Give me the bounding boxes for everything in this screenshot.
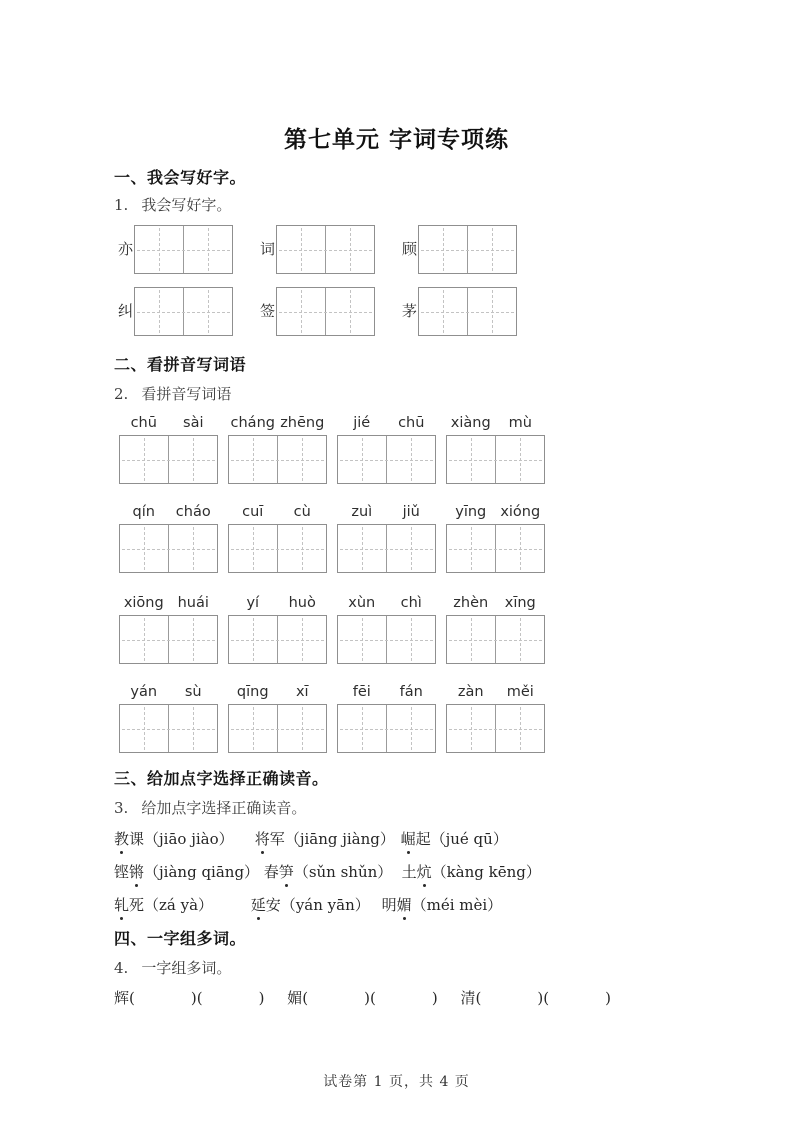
- pinyin-options: （jiāo jiào）: [144, 830, 234, 848]
- writing-grid: [228, 435, 327, 484]
- grid-cell: [338, 616, 386, 663]
- character-trace-group: [402, 225, 517, 274]
- pinyin-word-group: [337, 684, 436, 753]
- grid-cell: [277, 616, 326, 663]
- pinyin-syllable: xī: [295, 684, 309, 700]
- pinyin-word-group: [337, 595, 436, 664]
- paren: (: [302, 989, 309, 1007]
- pronunciation-item: [114, 894, 246, 915]
- grid-cell: [168, 525, 217, 572]
- base-character: 媚: [287, 989, 303, 1007]
- grid-cell: [183, 288, 232, 335]
- item-2-number: 2.: [114, 385, 129, 403]
- paren: ): [431, 989, 438, 1007]
- pinyin-row-3: [119, 595, 545, 664]
- writing-grid: [337, 435, 436, 484]
- pinyin-options: （jué qū）: [430, 830, 508, 848]
- paren: )(: [364, 989, 376, 1007]
- writing-grid: [228, 524, 327, 573]
- pinyin-syllable: cuī: [242, 504, 264, 520]
- word-part: 死: [129, 896, 145, 914]
- pinyin-options: （méi mèi）: [411, 896, 503, 914]
- pinyin-word-group: [119, 684, 218, 753]
- dotted-character: 轧: [114, 896, 130, 914]
- pinyin-syllable: xióng: [500, 504, 541, 520]
- pronunciation-item: [114, 861, 259, 882]
- grid-cell: [120, 616, 168, 663]
- word-part: 起: [415, 830, 431, 848]
- grid-cell: [386, 525, 435, 572]
- grid-cell: [277, 288, 325, 335]
- pronunciation-line-1: [114, 828, 508, 849]
- pronunciation-line-2: [114, 861, 541, 882]
- pinyin-syllable: xiōng: [123, 595, 164, 611]
- writing-grid: [276, 287, 375, 336]
- grid-cell: [229, 525, 277, 572]
- pinyin-options: （yán yān）: [280, 896, 370, 914]
- grid-cell: [386, 616, 435, 663]
- item-3-number: 3.: [114, 799, 129, 817]
- pronunciation-item: [401, 828, 508, 849]
- pinyin-row-4: [119, 684, 545, 753]
- pinyin-syllable: huái: [177, 595, 209, 611]
- model-character: 茅: [402, 302, 418, 320]
- paren: (: [475, 989, 482, 1007]
- grid-cell: [338, 525, 386, 572]
- dotted-character: 媚: [396, 896, 412, 914]
- writing-grid-row-1: [118, 225, 517, 274]
- word-part: 军: [269, 830, 285, 848]
- grid-cell: [495, 705, 544, 752]
- pinyin-syllable: mù: [508, 415, 532, 431]
- pinyin-syllable: zhēng: [280, 415, 325, 431]
- pinyin-syllable: huò: [288, 595, 316, 611]
- writing-grid: [119, 704, 218, 753]
- base-character: 清: [460, 989, 476, 1007]
- item-2-line: [114, 383, 231, 404]
- writing-grid: [276, 225, 375, 274]
- writing-grid: [228, 615, 327, 664]
- grid-cell: [277, 705, 326, 752]
- paren: )(: [537, 989, 550, 1007]
- grid-cell: [338, 705, 386, 752]
- character-trace-group: [118, 287, 233, 336]
- page-footer: 试卷第 1 页，共 4 页: [323, 1074, 470, 1090]
- model-character: 纠: [118, 302, 134, 320]
- grid-cell: [447, 616, 495, 663]
- writing-grid: [119, 615, 218, 664]
- writing-grid: [228, 704, 327, 753]
- dotted-character: 教: [114, 830, 130, 848]
- pinyin-syllable: cháo: [175, 504, 211, 520]
- pronunciation-item: [255, 828, 396, 849]
- grid-cell: [229, 705, 277, 752]
- grid-cell: [277, 436, 326, 483]
- grid-cell: [120, 436, 168, 483]
- dotted-character: 锵: [129, 863, 145, 881]
- pronunciation-item: [264, 861, 397, 882]
- grid-cell: [135, 288, 183, 335]
- pinyin-syllable: qīng: [236, 684, 269, 700]
- paren: )(: [190, 989, 203, 1007]
- grid-cell: [277, 525, 326, 572]
- writing-grid: [446, 524, 545, 573]
- pinyin-syllable: cháng: [230, 415, 275, 431]
- grid-cell: [325, 288, 374, 335]
- pronunciation-line-3: [114, 894, 502, 915]
- grid-cell: [467, 288, 516, 335]
- pinyin-syllable: jié: [353, 415, 371, 431]
- pinyin-syllable: xīng: [504, 595, 536, 611]
- grid-cell: [419, 288, 467, 335]
- item-1-text: 我会写好字。: [141, 196, 232, 214]
- pinyin-syllable: fán: [399, 684, 423, 700]
- section-1-heading: 一、我会写好字。: [114, 168, 247, 187]
- grid-cell: [168, 436, 217, 483]
- pinyin-syllable: zàn: [457, 684, 484, 700]
- pronunciation-item: [251, 894, 377, 915]
- dotted-character: 将: [254, 830, 270, 848]
- pinyin-word-group: [228, 415, 327, 484]
- pinyin-word-group: [228, 504, 327, 573]
- pinyin-syllable: chū: [130, 415, 157, 431]
- writing-grid: [446, 435, 545, 484]
- dotted-character: 延: [250, 896, 266, 914]
- word-part: 明: [381, 896, 397, 914]
- grid-cell: [495, 616, 544, 663]
- grid-cell: [229, 616, 277, 663]
- word-part: 土: [401, 863, 417, 881]
- grid-cell: [183, 226, 232, 273]
- pinyin-row-2: [119, 504, 545, 573]
- word-part: 铿: [114, 863, 130, 881]
- paren: ): [258, 989, 265, 1007]
- writing-grid: [446, 704, 545, 753]
- writing-grid: [446, 615, 545, 664]
- writing-grid: [337, 704, 436, 753]
- grid-cell: [386, 705, 435, 752]
- word-part: 春: [263, 863, 279, 881]
- writing-grid: [337, 524, 436, 573]
- grid-cell: [386, 436, 435, 483]
- item-2-text: 看拼音写词语: [141, 385, 232, 403]
- word-building-group: [114, 987, 264, 1008]
- pinyin-options: （jiāng jiàng）: [284, 830, 395, 848]
- pinyin-word-group: [119, 595, 218, 664]
- writing-grid: [337, 615, 436, 664]
- item-4-text: 一字组多词。: [141, 959, 232, 977]
- model-character: 词: [260, 240, 276, 258]
- pronunciation-item: [382, 894, 503, 915]
- pinyin-syllable: zhèn: [453, 595, 489, 611]
- pinyin-word-group: [228, 684, 327, 753]
- grid-cell: [325, 226, 374, 273]
- pinyin-syllable: sài: [183, 415, 204, 431]
- dotted-character: 炕: [416, 863, 432, 881]
- pinyin-word-group: [446, 504, 545, 573]
- section-2-heading: 二、看拼音写词语: [114, 355, 247, 374]
- model-character: 签: [260, 302, 276, 320]
- pinyin-word-group: [446, 595, 545, 664]
- section-3-heading: 三、给加点字选择正确读音。: [114, 769, 329, 788]
- pinyin-word-group: [337, 415, 436, 484]
- pinyin-syllable: yīng: [455, 504, 487, 520]
- pinyin-word-group: [446, 415, 545, 484]
- model-character: 亦: [118, 240, 134, 258]
- grid-cell: [495, 525, 544, 572]
- pinyin-syllable: cù: [293, 504, 311, 520]
- pinyin-syllable: xùn: [348, 595, 376, 611]
- pinyin-word-group: [337, 504, 436, 573]
- word-building-group: [460, 987, 610, 1008]
- section-4-heading: 四、一字组多词。: [114, 929, 247, 948]
- grid-cell: [120, 705, 168, 752]
- dotted-character: 崛: [400, 830, 416, 848]
- word-building-line: [114, 987, 629, 1008]
- pinyin-options: （zá yà）: [144, 896, 214, 914]
- pinyin-syllable: yán: [130, 684, 158, 700]
- grid-cell: [135, 226, 183, 273]
- pinyin-options: （kàng kēng）: [431, 863, 541, 881]
- pinyin-syllable: zuì: [351, 504, 373, 520]
- grid-cell: [120, 525, 168, 572]
- paren: ): [605, 989, 611, 1007]
- pinyin-syllable: qín: [132, 504, 155, 520]
- pinyin-syllable: chì: [400, 595, 422, 611]
- pinyin-syllable: chū: [398, 415, 425, 431]
- paren: (: [129, 989, 135, 1007]
- word-building-group: [287, 987, 437, 1008]
- pinyin-syllable: měi: [506, 684, 534, 700]
- writing-grid: [134, 287, 233, 336]
- grid-cell: [168, 705, 217, 752]
- pinyin-syllable: xiàng: [450, 415, 491, 431]
- item-3-text: 给加点字选择正确读音。: [141, 799, 307, 817]
- dotted-character: 笋: [278, 863, 294, 881]
- word-part: 安: [265, 896, 281, 914]
- grid-cell: [419, 226, 467, 273]
- writing-grid: [418, 287, 517, 336]
- character-trace-group: [118, 225, 233, 274]
- page-title: 第七单元 字词专项练: [283, 127, 509, 153]
- pinyin-syllable: yí: [246, 595, 260, 611]
- pinyin-syllable: fēi: [352, 684, 371, 700]
- item-3-line: [114, 797, 306, 818]
- writing-grid: [119, 524, 218, 573]
- grid-cell: [168, 616, 217, 663]
- item-4-line: [114, 957, 231, 978]
- pinyin-row-1: [119, 415, 545, 484]
- pinyin-word-group: [446, 684, 545, 753]
- pinyin-word-group: [228, 595, 327, 664]
- base-character: 辉: [114, 989, 130, 1007]
- item-4-number: 4.: [114, 959, 129, 977]
- grid-cell: [467, 226, 516, 273]
- pinyin-syllable: jiǔ: [402, 504, 420, 520]
- pinyin-word-group: [119, 415, 218, 484]
- grid-cell: [447, 525, 495, 572]
- pronunciation-item: [402, 861, 541, 882]
- item-1-number: 1.: [114, 196, 129, 214]
- pinyin-options: （sǔn shǔn）: [293, 863, 393, 881]
- grid-cell: [447, 436, 495, 483]
- grid-cell: [495, 436, 544, 483]
- item-1-line: [114, 194, 231, 215]
- writing-grid-row-2: [118, 287, 517, 336]
- pinyin-word-group: [119, 504, 218, 573]
- grid-cell: [277, 226, 325, 273]
- model-character: 顾: [402, 240, 418, 258]
- writing-grid: [418, 225, 517, 274]
- grid-cell: [229, 436, 277, 483]
- writing-grid: [119, 435, 218, 484]
- character-trace-group: [402, 287, 517, 336]
- grid-cell: [338, 436, 386, 483]
- character-trace-group: [260, 287, 375, 336]
- character-trace-group: [260, 225, 375, 274]
- pronunciation-item: [114, 828, 250, 849]
- grid-cell: [447, 705, 495, 752]
- pinyin-syllable: sù: [184, 684, 202, 700]
- pinyin-options: （jiàng qiāng）: [144, 863, 260, 881]
- writing-grid: [134, 225, 233, 274]
- word-part: 课: [129, 830, 145, 848]
